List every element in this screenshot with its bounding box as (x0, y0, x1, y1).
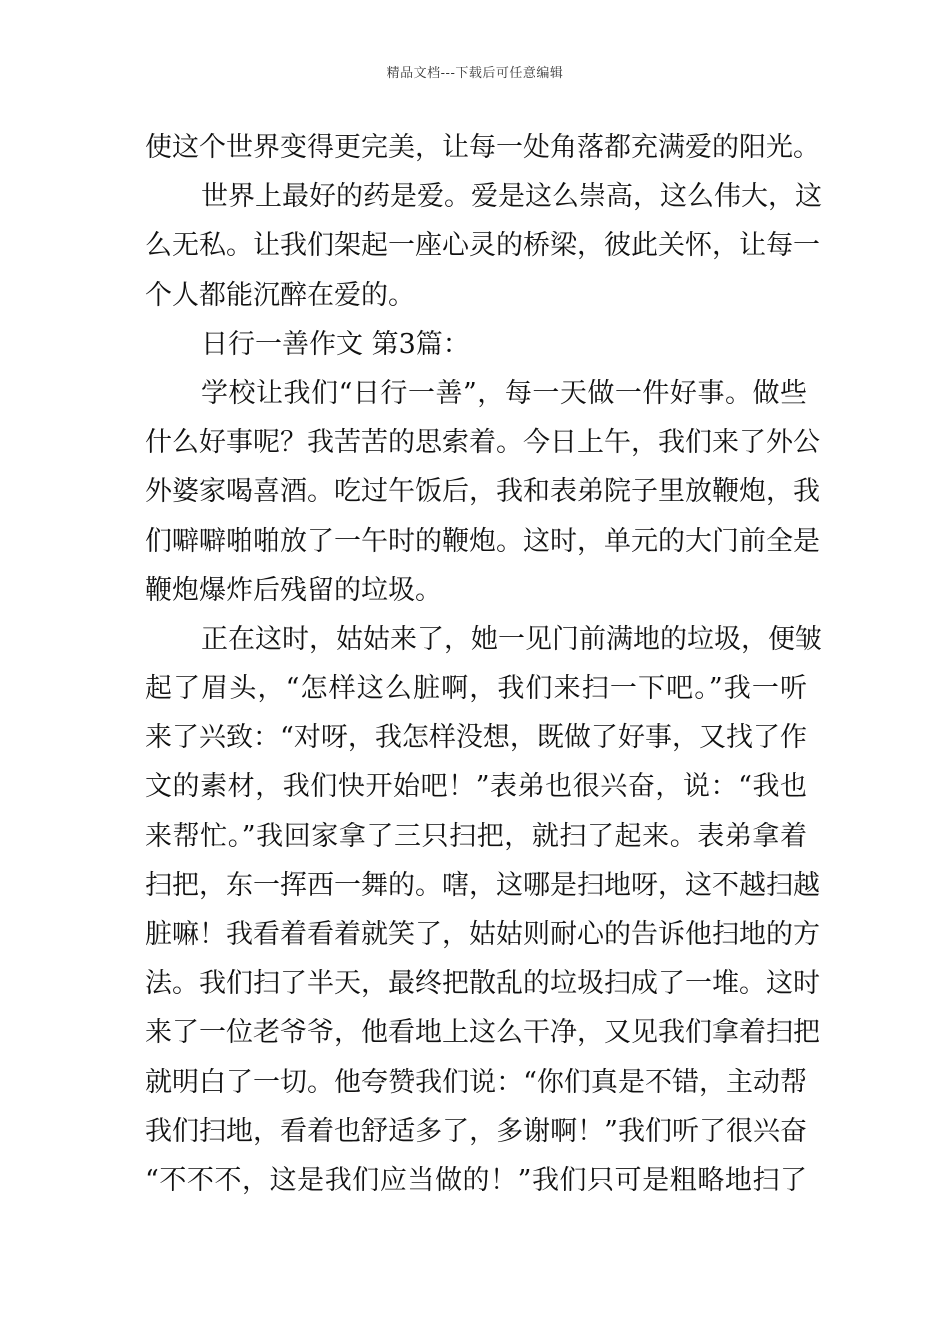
page-header: 精品文档---下载后可任意编辑 (386, 66, 564, 81)
text-line: 鞭炮爆炸后残留的垃圾。 (145, 574, 442, 606)
text-line: 我们扫地，看着也舒适多了，多谢啊！”我们听了很兴奋 (145, 1115, 807, 1147)
text-line: 来了兴致：“对呀，我怎样没想，既做了好事，又找了作 (145, 722, 807, 754)
text-line: 来帮忙。”我回家拿了三只扫把，就扫了起来。表弟拿着 (145, 820, 807, 852)
text-line: 日行一善作文 第3篇： (201, 328, 470, 360)
text-line: 个人都能沉醉在爱的。 (145, 279, 415, 311)
text-line: 扫把，东一挥西一舞的。嗐，这哪是扫地呀，这不越扫越 (145, 869, 820, 901)
text-line: 么无私。让我们架起一座心灵的桥梁，彼此关怀，让每一 (145, 230, 820, 262)
document-body (145, 123, 822, 1205)
text-line: 世界上最好的药是爱。爱是这么崇高，这么伟大，这 (201, 181, 822, 213)
text-line: 外婆家喝喜酒。吃过午饭后，我和表弟院子里放鞭炮，我 (145, 476, 820, 508)
text-line: 起了眉头，“怎样这么脏啊，我们来扫一下吧。”我一听 (145, 673, 807, 705)
text-line: 脏嘛！我看着看着就笑了，姑姑则耐心的告诉他扫地的方 (145, 919, 820, 950)
text-line: 们噼噼啪啪放了一午时的鞭炮。这时，单元的大门前全是 (145, 525, 820, 557)
text-line: 就明白了一切。他夸赞我们说：“你们真是不错，主动帮 (145, 1066, 807, 1098)
text-line: 正在这时，姑姑来了，她一见门前满地的垃圾，便皱 (201, 623, 822, 655)
text-line: 来了一位老爷爷，他看地上这么干净，又见我们拿着扫把 (145, 1017, 820, 1049)
text-line: 使这个世界变得更完美，让每一处角落都充满爱的阳光。 (145, 132, 820, 163)
text-line: “不不不，这是我们应当做的！”我们只可是粗略地扫了 (145, 1164, 807, 1196)
text-line: 法。我们扫了半天，最终把散乱的垃圾扫成了一堆。这时 (145, 968, 820, 1000)
text-line: 文的素材，我们快开始吧！”表弟也很兴奋，说：“我也 (145, 771, 807, 803)
text-line: 学校让我们“日行一善”，每一天做一件好事。做些 (201, 377, 807, 409)
text-line: 什么好事呢？我苦苦的思索着。今日上午，我们来了外公 (145, 427, 820, 459)
